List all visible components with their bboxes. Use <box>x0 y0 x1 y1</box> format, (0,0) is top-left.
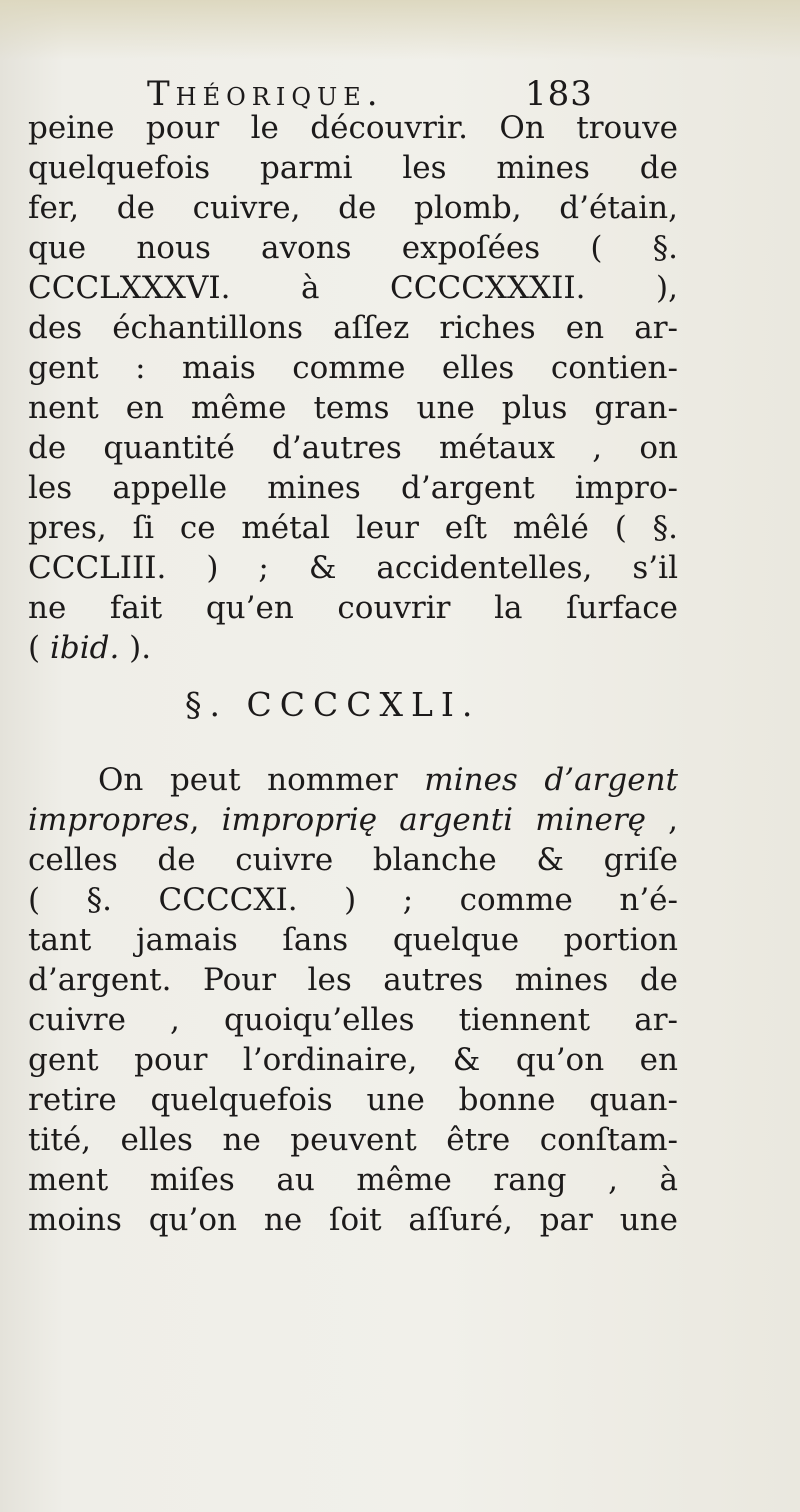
text-line: tant jamais ſans quelque portion <box>28 922 678 958</box>
text-line-first <box>28 760 678 800</box>
ibid-reference: ibid. <box>49 630 120 666</box>
text-line: de quantité d’autres métaux , on <box>28 430 678 466</box>
text-line: gent pour l’ordinaire, & qu’on en <box>28 1042 678 1078</box>
paragraph-1 <box>28 108 678 668</box>
text-line: que nous avons expoſées ( §. <box>28 230 678 266</box>
text-line: les appelle mines d’argent impro- <box>28 470 678 506</box>
italic-term: impropres <box>28 802 190 838</box>
running-title: Théorique. <box>147 74 384 114</box>
body-text <box>28 108 678 1240</box>
text-line: fer, de cuivre, de plomb, d’étain, <box>28 190 678 226</box>
paragraph-2 <box>28 760 678 1240</box>
text-line: retire quelquefois une bonne quan- <box>28 1082 678 1118</box>
text-line: pres, ſi ce métal leur eſt mêlé ( §. <box>28 510 678 546</box>
text-line: cuivre , quoiqu’elles tiennent ar- <box>28 1002 678 1038</box>
text-line: ( §. CCCCXI. ) ; comme n’é- <box>28 882 678 918</box>
text-line: des échantillons aſſez riches en ar- <box>28 310 678 346</box>
text-line: tité, elles ne peuvent être conſtam- <box>28 1122 678 1158</box>
italic-term: mines d’argent <box>424 762 679 798</box>
text-run: On peut nommer <box>98 762 425 798</box>
text-line: nent en même tems une plus gran- <box>28 390 678 426</box>
text-line-last <box>28 628 678 668</box>
text-line: moins qu’on ne ſoit aſſuré, par une <box>28 1202 678 1238</box>
text-run: , <box>646 802 678 838</box>
paren-close: ). <box>119 630 152 666</box>
text-line: quelquefois parmi les mines de <box>28 150 678 186</box>
text-line <box>28 800 678 840</box>
paren-open: ( <box>28 630 50 666</box>
text-line: d’argent. Pour les autres mines de <box>28 962 678 998</box>
text-line: ne fait qu’en couvrir la ſurface <box>28 590 678 626</box>
text-line: celles de cuivre blanche & griſe <box>28 842 678 878</box>
italic-latin-term: improprię argenti minerę <box>221 802 646 838</box>
page-number: 183 <box>525 74 593 114</box>
text-line: CCCLXXXVI. à CCCCXXXII. ), <box>28 270 678 306</box>
text-line: peine pour le découvrir. On trouve <box>28 110 678 146</box>
section-heading: §. CCCCXLI. <box>185 685 481 724</box>
text-line: gent : mais comme elles contien- <box>28 350 678 386</box>
text-run: , <box>189 802 222 838</box>
text-line: ment miſes au même rang , à <box>28 1162 678 1198</box>
text-line: CCCLIII. ) ; & accidentelles, s’il <box>28 550 678 586</box>
